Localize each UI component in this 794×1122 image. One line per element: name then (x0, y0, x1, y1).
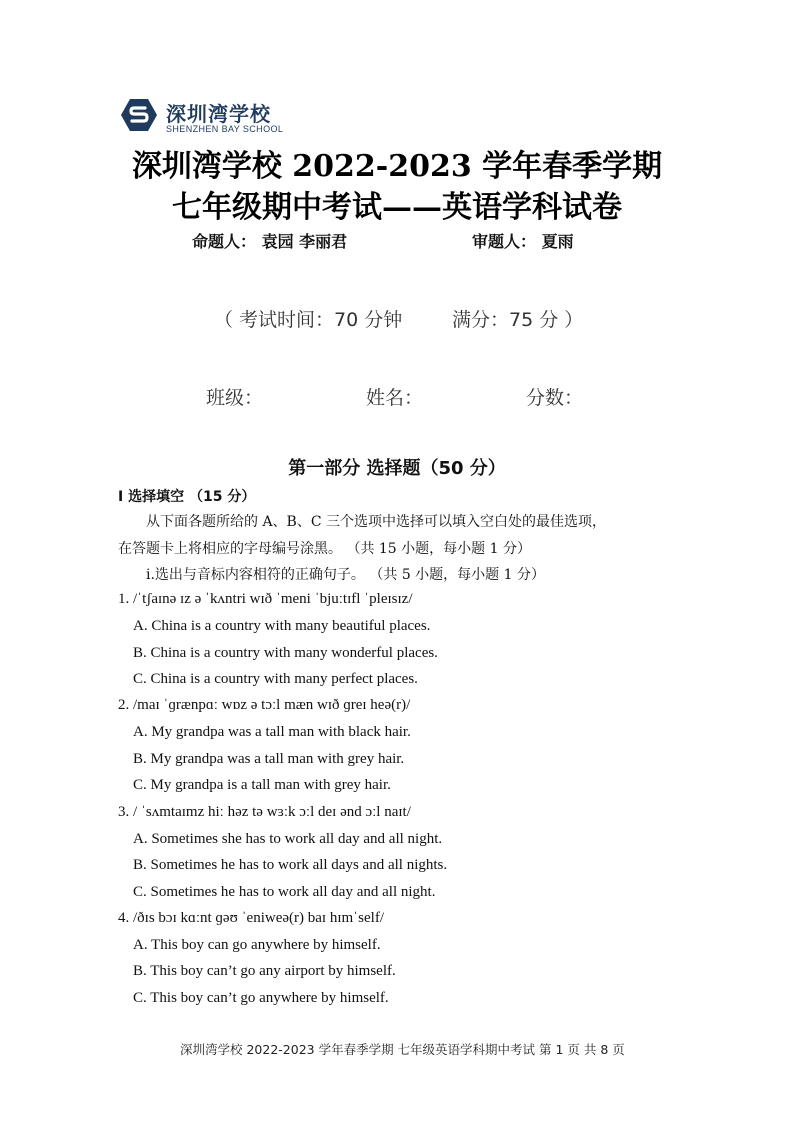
section-heading: I 选择填空 （15 分） (118, 489, 256, 505)
exam-title-line2: 七年级期中考试——英语学科试卷 (172, 190, 622, 225)
question-option: A. Sometimes she has to work all day and all night. (133, 831, 443, 847)
exam-time: （ 考试时间：70 分钟 (214, 309, 403, 331)
question-option: B. This boy can’t go any airport by himself. (133, 963, 396, 979)
reviewer: 审题人： 夏雨 (472, 232, 574, 251)
exam-title-line1: 深圳湾学校 2022-2023 学年春季学期 (131, 149, 663, 184)
school-name-en: SHENZHEN BAY SCHOOL (166, 124, 284, 134)
score-field-label: 分数： (526, 387, 584, 409)
question-prompt: 2. /maɪ ˈɡrænpɑː wɒz ə tɔːl mæn wɪð ɡreɪ heə(r)/ (118, 697, 411, 713)
question-setters: 命题人： 袁园 李丽君 (192, 232, 348, 251)
question-option: C. Sometimes he has to work all day and all night. (133, 884, 436, 900)
class-field-label: 班级： (206, 387, 264, 409)
full-marks: 满分：75 分 ） (452, 309, 584, 331)
question-option: A. This boy can go anywhere by himself. (133, 937, 381, 953)
question-option: B. Sometimes he has to work all days and all nights. (133, 857, 448, 873)
question-option: B. China is a country with many wonderful places. (133, 645, 438, 661)
question-option: B. My grandpa was a tall man with grey hair. (133, 751, 405, 767)
instruction-line1: 从下面各题所给的 A、B、C 三个选项中选择可以填入空白处的最佳选项， (146, 514, 607, 530)
question-prompt: 3. / ˈsʌmtaɪmz hiː həz tə wɜːk ɔːl deɪ ənd ɔːl naɪt/ (118, 804, 411, 820)
school-logo-icon (120, 98, 158, 132)
instruction-line2: 在答题卡上将相应的字母编号涂黑。 （共 15 小题，每小题 1 分） (118, 541, 531, 557)
part-heading: 第一部分 选择题（50 分） (288, 458, 506, 479)
question-option: C. China is a country with many perfect places. (133, 671, 418, 687)
question-option: C. This boy can’t go anywhere by himself. (133, 990, 389, 1006)
question-option: A. China is a country with many beautiful places. (133, 618, 431, 634)
question-prompt: 4. /ðɪs bɔɪ kɑːnt ɡəʊ ˈeniweə(r) baɪ hɪmˈself/ (118, 910, 385, 926)
question-prompt: 1. /ˈtʃaɪnə ɪz ə ˈkʌntri wɪð ˈmeni ˈbjuːtɪfl ˈpleɪsɪz/ (118, 591, 413, 607)
question-option: A. My grandpa was a tall man with black hair. (133, 724, 411, 740)
question-option: C. My grandpa is a tall man with grey hair. (133, 777, 391, 793)
page-footer: 深圳湾学校 2022-2023 学年春季学期 七年级英语学科期中考试 第 1 页 共 8 页 (180, 1042, 625, 1057)
name-field-label: 姓名： (366, 387, 424, 409)
sub-instruction: i.选出与音标内容相符的正确句子。 （共 5 小题，每小题 1 分） (146, 567, 545, 583)
school-name-cn: 深圳湾学校 (166, 102, 271, 126)
